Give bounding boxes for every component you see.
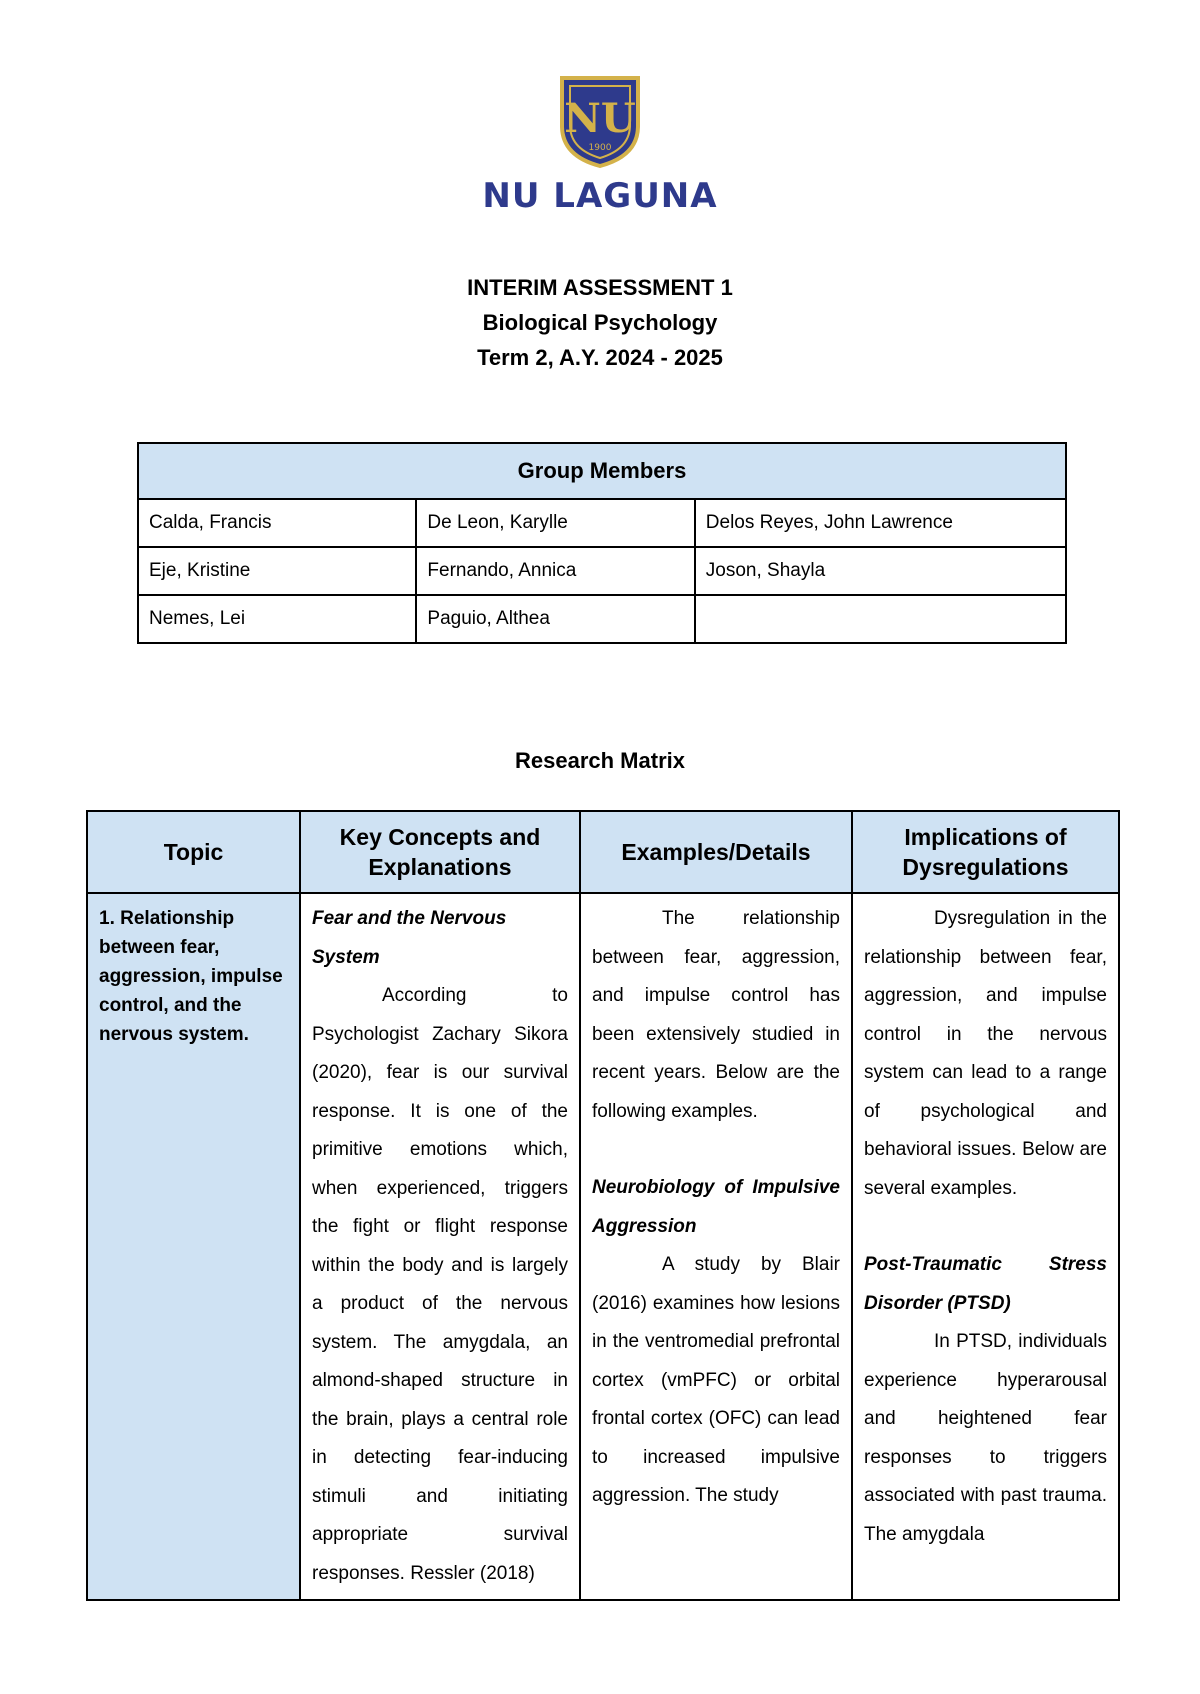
topic-cell: 1. Relationship between fear, aggression, impulse control, and the nervous system. xyxy=(87,893,300,1600)
examples-intro: The relationship between fear, aggression, and impulse control has been extensively studied in recent years. Below are the following examples. xyxy=(592,908,840,1122)
member-name: Eje, Kristine xyxy=(138,547,416,595)
column-header-topic: Topic xyxy=(87,811,300,893)
research-matrix-table xyxy=(86,810,1120,1601)
column-header-examples: Examples/Details xyxy=(580,811,852,893)
table-row xyxy=(138,595,1066,643)
member-name: Fernando, Annica xyxy=(416,547,694,595)
table-row xyxy=(138,499,1066,547)
table-row xyxy=(87,893,1119,1600)
member-name: Delos Reyes, John Lawrence xyxy=(695,499,1066,547)
table-header-row xyxy=(87,811,1119,893)
member-name: Nemes, Lei xyxy=(138,595,416,643)
examples-heading: Neurobiology of Impulsive Aggression xyxy=(592,1177,840,1237)
implications-cell xyxy=(852,893,1119,1600)
group-members-table xyxy=(137,442,1067,644)
member-name: De Leon, Karylle xyxy=(416,499,694,547)
svg-text:NU: NU xyxy=(564,95,636,142)
university-seal-icon xyxy=(552,70,648,170)
implications-intro: Dysregulation in the relationship between fear, aggression, and impulse control in the nervous system can lead to a range of psychological and behavioral issues. Below are several examples. xyxy=(864,908,1107,1199)
research-matrix-title: Research Matrix xyxy=(515,748,685,773)
concepts-text: According to Psychologist Zachary Sikora (2020), fear is our survival response. It is one of the primitive emotions which, when experienced, triggers the fight or flight response within the body and is largely a product of the nervous system. The amygdala, an almond-shaped structure in the brain, plays a central role in detecting fear-inducing stimuli and initiating appropriate survival responses. Ressler (2018) xyxy=(312,985,568,1584)
institution-name: NU LAGUNA xyxy=(482,176,718,216)
nu-laguna-logo xyxy=(476,70,724,220)
implications-heading: Post-Traumatic Stress Disorder (PTSD) xyxy=(864,1254,1107,1314)
examples-cell xyxy=(580,893,852,1600)
member-name: Calda, Francis xyxy=(138,499,416,547)
key-concepts-cell xyxy=(300,893,580,1600)
member-name xyxy=(695,595,1066,643)
svg-text:1900: 1900 xyxy=(588,143,612,153)
concepts-heading: Fear and the Nervous System xyxy=(312,908,507,968)
course-title: Biological Psychology xyxy=(482,310,718,335)
document-title xyxy=(0,270,1200,375)
implications-text: In PTSD, individuals experience hyperarousal and heightened fear responses to triggers associated with past trauma. The amygdala xyxy=(864,1331,1107,1545)
table-row xyxy=(138,547,1066,595)
assessment-title: INTERIM ASSESSMENT 1 xyxy=(467,275,733,300)
group-members-heading: Group Members xyxy=(138,443,1066,499)
examples-text: A study by Blair (2016) examines how lesions in the ventromedial prefrontal cortex (vmPFC) or orbital frontal cortex (OFC) can lead to increased impulsive aggression. The study xyxy=(592,1254,840,1506)
column-header-implications: Implications of Dysregulations xyxy=(852,811,1119,893)
term-label: Term 2, A.Y. 2024 - 2025 xyxy=(477,345,723,370)
column-header-key-concepts: Key Concepts and Explanations xyxy=(300,811,580,893)
member-name: Paguio, Althea xyxy=(416,595,694,643)
member-name: Joson, Shayla xyxy=(695,547,1066,595)
